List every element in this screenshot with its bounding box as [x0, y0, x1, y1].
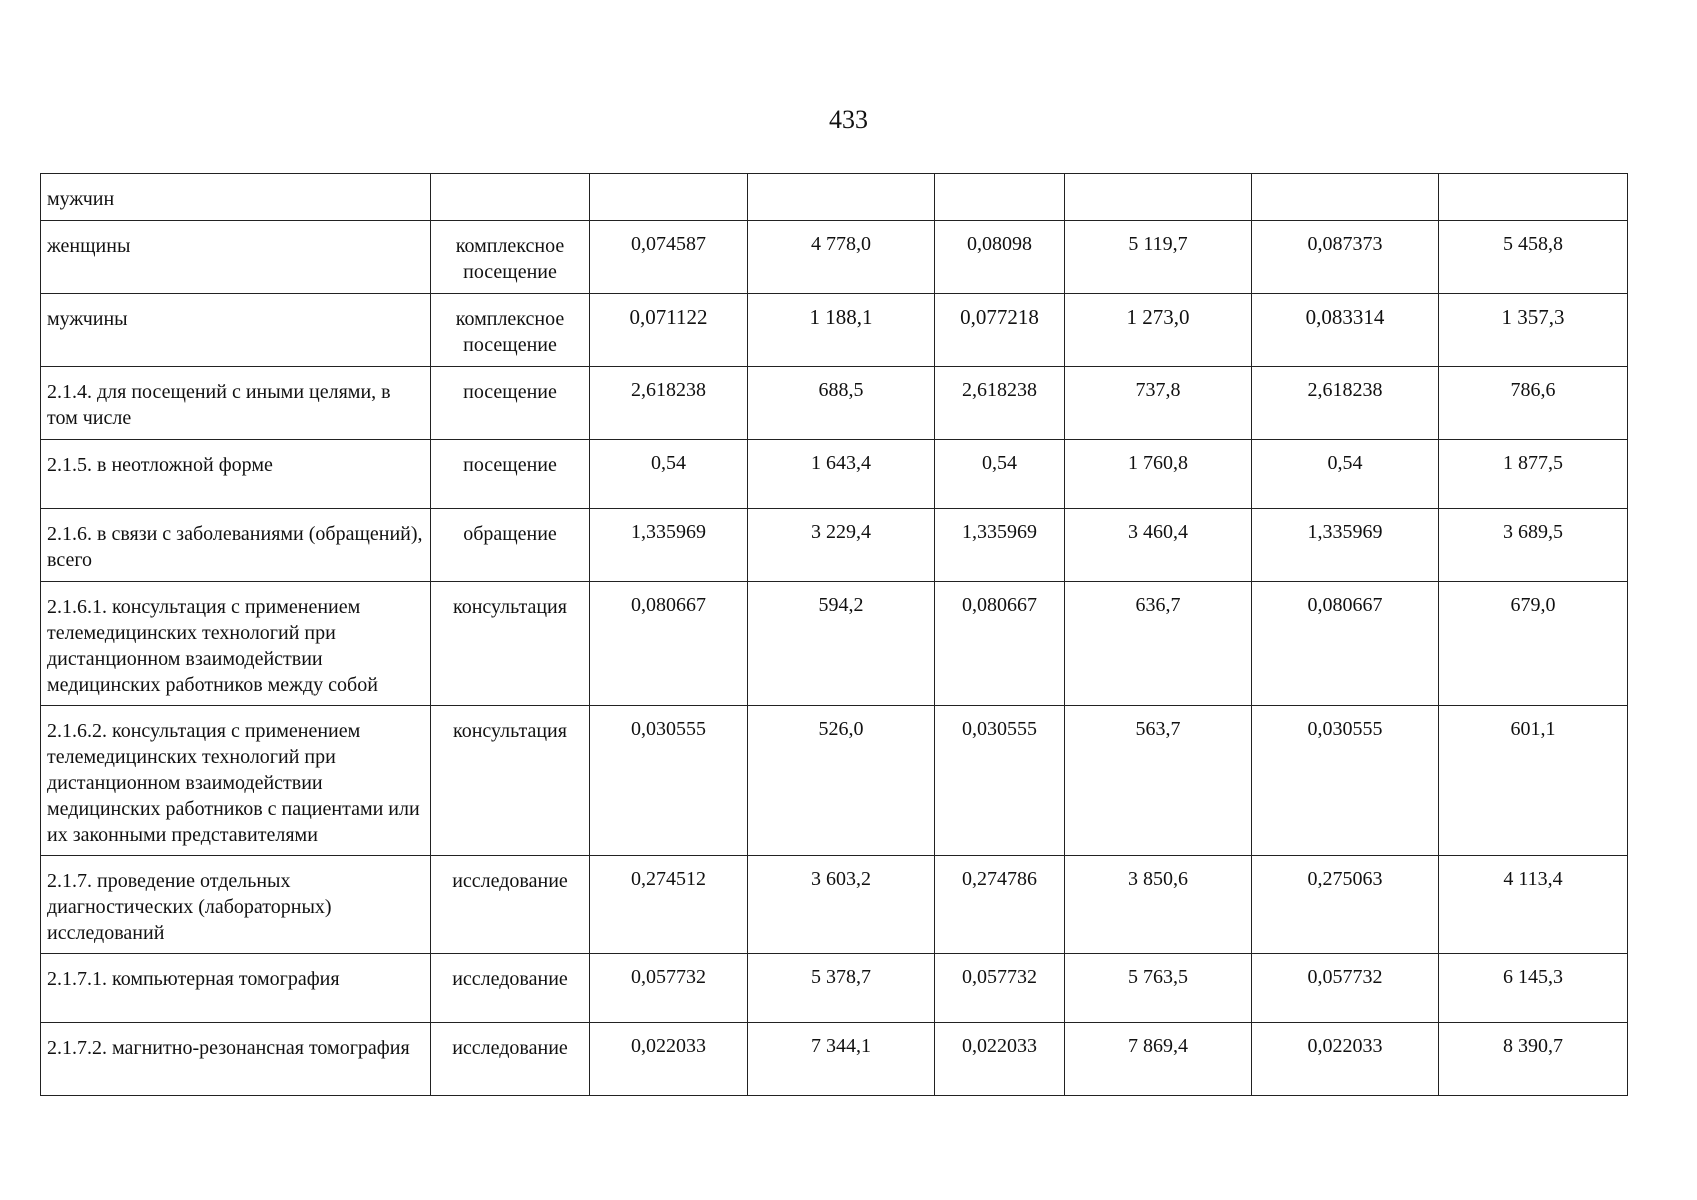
- row-value: 1,335969: [935, 509, 1065, 582]
- row-value: 3 229,4: [748, 509, 935, 582]
- table-row: [41, 1023, 1628, 1096]
- row-value: 5 378,7: [748, 954, 935, 1023]
- row-name: 2.1.6.1. консультация с применением телемедицинских технологий при дистанционном взаимодействии медицинских работников между собой: [41, 582, 431, 706]
- row-value: [590, 174, 748, 221]
- row-value: 2,618238: [1252, 367, 1439, 440]
- row-value: 3 850,6: [1065, 856, 1252, 954]
- row-unit: исследование: [431, 1023, 590, 1096]
- row-value: 1 877,5: [1439, 440, 1628, 509]
- row-value: [1252, 174, 1439, 221]
- row-value: 1 760,8: [1065, 440, 1252, 509]
- row-unit: [431, 174, 590, 221]
- row-value: 0,057732: [935, 954, 1065, 1023]
- row-value: [1065, 174, 1252, 221]
- row-value: 1,335969: [1252, 509, 1439, 582]
- row-value: 0,274786: [935, 856, 1065, 954]
- row-value: 6 145,3: [1439, 954, 1628, 1023]
- row-value: 0,087373: [1252, 221, 1439, 294]
- row-value: 0,54: [590, 440, 748, 509]
- table-row: [41, 954, 1628, 1023]
- row-unit: консультация: [431, 582, 590, 706]
- row-value: 0,274512: [590, 856, 748, 954]
- row-value: 636,7: [1065, 582, 1252, 706]
- row-value: 0,030555: [1252, 706, 1439, 856]
- row-value: [1439, 174, 1628, 221]
- row-value: 601,1: [1439, 706, 1628, 856]
- table-row: [41, 509, 1628, 582]
- row-name: 2.1.7.2. магнитно-резонансная томография: [41, 1023, 431, 1096]
- row-value: 0,074587: [590, 221, 748, 294]
- row-unit: посещение: [431, 367, 590, 440]
- row-value: 1 357,3: [1439, 294, 1628, 367]
- row-name: 2.1.7.1. компьютерная томография: [41, 954, 431, 1023]
- row-value: 1,335969: [590, 509, 748, 582]
- row-unit: комплексное посещение: [431, 294, 590, 367]
- row-value: 786,6: [1439, 367, 1628, 440]
- row-value: 0,08098: [935, 221, 1065, 294]
- table-row: [41, 856, 1628, 954]
- row-value: 0,057732: [1252, 954, 1439, 1023]
- row-name: мужчины: [41, 294, 431, 367]
- norms-table: [40, 173, 1628, 1096]
- row-value: 563,7: [1065, 706, 1252, 856]
- row-value: 1 273,0: [1065, 294, 1252, 367]
- row-value: 3 689,5: [1439, 509, 1628, 582]
- row-value: 1 643,4: [748, 440, 935, 509]
- row-value: 0,030555: [590, 706, 748, 856]
- page-number: 433: [829, 105, 868, 134]
- row-value: 5 119,7: [1065, 221, 1252, 294]
- row-value: 1 188,1: [748, 294, 935, 367]
- table-row: [41, 294, 1628, 367]
- row-value: 0,077218: [935, 294, 1065, 367]
- row-name: женщины: [41, 221, 431, 294]
- row-name: 2.1.7. проведение отдельных диагностических (лабораторных) исследований: [41, 856, 431, 954]
- row-value: 2,618238: [590, 367, 748, 440]
- row-unit: исследование: [431, 954, 590, 1023]
- row-value: 0,083314: [1252, 294, 1439, 367]
- table-row: [41, 582, 1628, 706]
- row-value: 688,5: [748, 367, 935, 440]
- row-value: 0,022033: [590, 1023, 748, 1096]
- row-value: 0,071122: [590, 294, 748, 367]
- row-name: 2.1.4. для посещений с иными целями, в том числе: [41, 367, 431, 440]
- row-value: 0,080667: [1252, 582, 1439, 706]
- row-name: 2.1.6.2. консультация с применением телемедицинских технологий при дистанционном взаимодействии медицинских работников с пациентами или их законными представителями: [41, 706, 431, 856]
- row-value: [935, 174, 1065, 221]
- row-value: 679,0: [1439, 582, 1628, 706]
- row-unit: обращение: [431, 509, 590, 582]
- table-row: [41, 706, 1628, 856]
- row-value: 0,022033: [1252, 1023, 1439, 1096]
- row-unit: исследование: [431, 856, 590, 954]
- row-name: мужчин: [41, 174, 431, 221]
- row-value: 3 460,4: [1065, 509, 1252, 582]
- row-value: 5 458,8: [1439, 221, 1628, 294]
- row-unit: комплексное посещение: [431, 221, 590, 294]
- row-value: 3 603,2: [748, 856, 935, 954]
- row-unit: посещение: [431, 440, 590, 509]
- row-value: 0,080667: [935, 582, 1065, 706]
- row-value: 0,54: [1252, 440, 1439, 509]
- table-row: [41, 221, 1628, 294]
- table-row: [41, 367, 1628, 440]
- row-value: 0,030555: [935, 706, 1065, 856]
- row-value: 526,0: [748, 706, 935, 856]
- row-value: 5 763,5: [1065, 954, 1252, 1023]
- row-unit: консультация: [431, 706, 590, 856]
- row-value: 8 390,7: [1439, 1023, 1628, 1096]
- row-value: 4 113,4: [1439, 856, 1628, 954]
- row-value: 2,618238: [935, 367, 1065, 440]
- row-value: 0,022033: [935, 1023, 1065, 1096]
- row-value: 4 778,0: [748, 221, 935, 294]
- table-row: [41, 440, 1628, 509]
- row-value: 737,8: [1065, 367, 1252, 440]
- row-value: 0,057732: [590, 954, 748, 1023]
- row-value: [748, 174, 935, 221]
- row-value: 0,275063: [1252, 856, 1439, 954]
- row-value: 0,080667: [590, 582, 748, 706]
- row-value: 7 344,1: [748, 1023, 935, 1096]
- row-value: 7 869,4: [1065, 1023, 1252, 1096]
- row-name: 2.1.6. в связи с заболеваниями (обращений), всего: [41, 509, 431, 582]
- row-value: 594,2: [748, 582, 935, 706]
- row-name: 2.1.5. в неотложной форме: [41, 440, 431, 509]
- table-row: [41, 174, 1628, 221]
- row-value: 0,54: [935, 440, 1065, 509]
